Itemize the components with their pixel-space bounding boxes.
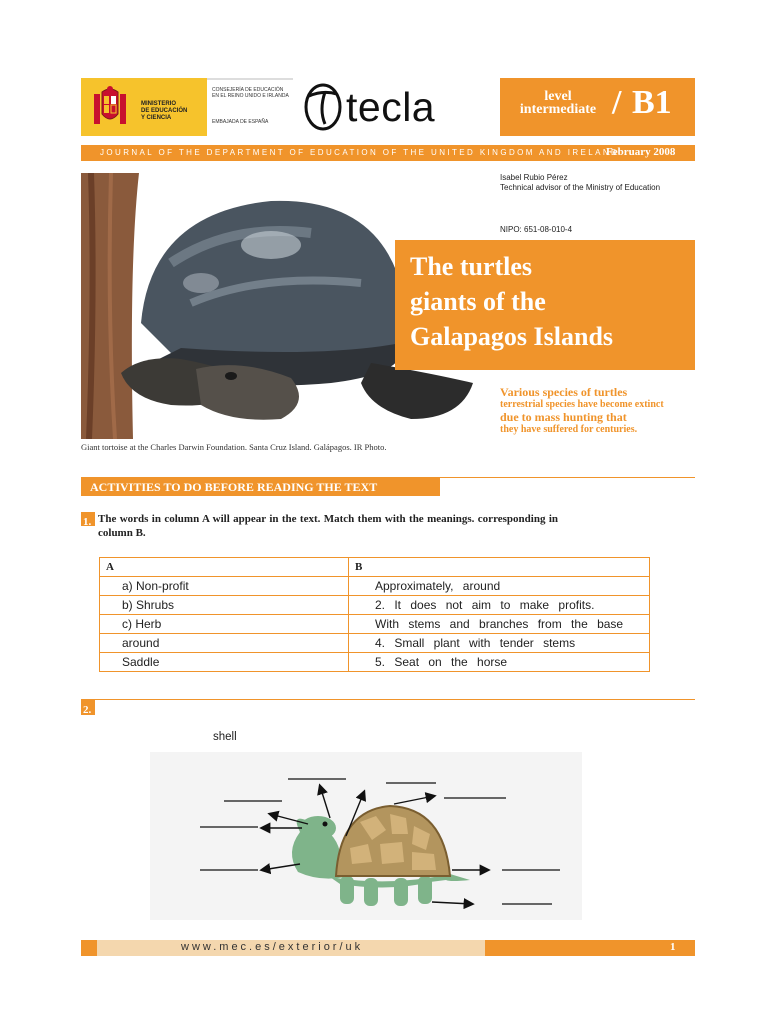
tecla-wordmark: tecla (346, 84, 436, 130)
column-a-cell: a) Non-profit (100, 577, 349, 596)
column-b-cell: 2. It does not aim to make profits. (349, 596, 650, 615)
question-2-divider (81, 699, 695, 700)
photo-caption: Giant tortoise at the Charles Darwin Foundation. Santa Cruz Island. Galápagos. IR Photo. (81, 442, 387, 452)
table-row (100, 653, 650, 672)
table-row (100, 615, 650, 634)
column-a-cell: c) Herb (100, 615, 349, 634)
column-a-cell: Saddle (100, 653, 349, 672)
nipo-code: NIPO: 651-08-010-4 (500, 225, 573, 234)
article-subtitle: Various species of turtles terrestrial species have become extinct due to mass hunting that they have suffered for centuries. (500, 385, 664, 435)
ministry-name: MINISTERIO DE EDUCACIÓN Y CIENCIA (141, 101, 188, 121)
consejeria-name: CONSEJERÍA DE EDUCACIÓN EN EL REINO UNIDO E IRLANDA (212, 87, 289, 99)
column-b-header: B (349, 558, 650, 577)
embassy-name: EMBAJADA DE ESPAÑA (212, 119, 269, 125)
question-1-text: The words in column A will appear in the text. Match them with the meanings. corresponding in column B. (98, 513, 558, 539)
activities-heading: ACTIVITIES TO DO BEFORE READING THE TEXT (90, 480, 378, 494)
spain-coat-of-arms-icon (90, 84, 130, 130)
column-b-cell: With stems and branches from the base (349, 615, 650, 634)
page-number: 1 (670, 941, 676, 953)
level-code: B1 (632, 84, 672, 121)
author-name: Isabel Rubio Pérez (500, 173, 568, 182)
author-block (500, 173, 660, 193)
matching-table (99, 557, 650, 672)
question-1-number: 1. (81, 512, 95, 526)
table-header-row (100, 558, 650, 577)
question-2-number: 2. (81, 700, 95, 715)
column-a-header: A (100, 558, 349, 577)
column-a-cell: around (100, 634, 349, 653)
tecla-logo-icon (303, 80, 343, 132)
author-role: Technical advisor of the Ministry of Education (500, 183, 661, 192)
footer-url-link[interactable]: www.mec.es/exterior/uk (181, 941, 364, 953)
table-row (100, 577, 650, 596)
column-b-cell: Approximately, around (349, 577, 650, 596)
level-slash: / (612, 84, 622, 121)
column-a-cell: b) Shrubs (100, 596, 349, 615)
journal-title: JOURNAL OF THE DEPARTMENT OF EDUCATION OF THE UNITED KINGDOM AND IRELAND (100, 148, 620, 157)
turtle-labelling-diagram (150, 752, 582, 920)
column-b-cell: 5. Seat on the horse (349, 653, 650, 672)
issue-date: February 2008 (606, 146, 676, 158)
article-title: The turtles giants of the Galapagos Islands (410, 252, 614, 351)
column-b-cell: 4. Small plant with tender stems (349, 634, 650, 653)
header-divider (207, 78, 293, 80)
shell-label: shell (213, 731, 237, 743)
level-label: level intermediate (519, 89, 597, 117)
table-row (100, 634, 650, 653)
table-row (100, 596, 650, 615)
